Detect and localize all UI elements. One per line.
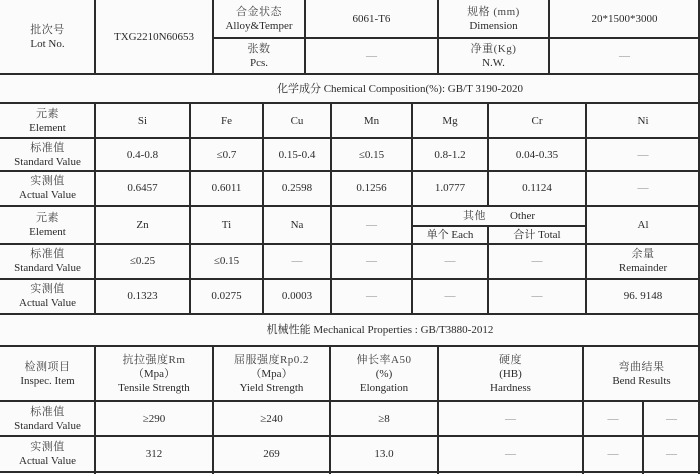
value: 0.6457 [127, 182, 158, 194]
standard-bend-1 [583, 402, 643, 436]
value: 312 [145, 448, 163, 460]
pcs-label-cn: 张数 [247, 42, 271, 55]
mech-col-tensile [95, 347, 213, 400]
element-mn [331, 104, 412, 138]
pcs-label [213, 38, 305, 73]
element-cu [263, 104, 331, 138]
actual-en: Actual Value [19, 189, 76, 201]
col-unit: （Mpa） [250, 367, 293, 380]
standard-elongation [330, 402, 438, 436]
value: 1.0777 [434, 182, 466, 194]
element-en: Element [29, 226, 66, 238]
other-cn: 其他 [462, 210, 486, 222]
standard-yield [213, 402, 330, 436]
other-en: Other [509, 210, 536, 222]
actual-cr [488, 171, 586, 205]
col-unit: (%) [375, 367, 393, 380]
chemical-title-text: 化学成分 Chemical Composition(%): GB/T 3190-2020 [276, 82, 524, 95]
actual-yield [213, 437, 330, 471]
actual-bend-2 [643, 437, 700, 471]
nw-label-cn: 净重(Kg) [470, 42, 517, 55]
standard-ti [190, 243, 263, 278]
value: — [607, 448, 619, 460]
lot-no-text: TXG2210N60653 [113, 30, 195, 43]
value: — [444, 254, 456, 267]
actual-cu [263, 171, 331, 205]
standard-al [586, 243, 700, 278]
value: ≤0.25 [129, 254, 156, 267]
alloy-text: 6061-T6 [352, 13, 391, 25]
col-en: Elongation [359, 381, 409, 394]
actual-si [95, 171, 190, 205]
alloy-value [305, 0, 438, 38]
dimension-text: 20*1500*3000 [591, 13, 658, 25]
actual-each [412, 278, 488, 313]
standard-cu [263, 138, 331, 171]
element-name: Si [137, 115, 148, 127]
element-ni [586, 104, 700, 138]
actual-blank [331, 278, 412, 313]
nw-value [549, 38, 700, 73]
standard-fe [190, 138, 263, 171]
value: — [505, 413, 516, 425]
element-mg [412, 104, 488, 138]
element-en: Element [29, 122, 66, 134]
chem-row-standard [0, 138, 95, 171]
dimension-label [438, 0, 549, 38]
value: — [291, 254, 303, 267]
value: 13.0 [374, 448, 394, 460]
col-en: Bend Results [612, 374, 671, 387]
value: ≤0.7 [216, 148, 237, 161]
value: — [666, 413, 677, 425]
element-si [95, 104, 190, 138]
element-name: Ni [637, 115, 649, 127]
value: — [637, 148, 649, 161]
element-name: Cu [290, 115, 304, 127]
element-zn [95, 207, 190, 243]
actual-mg [412, 171, 488, 205]
col-cn: 检测项目 [24, 360, 71, 373]
actual-tensile [95, 437, 213, 471]
value: — [607, 413, 619, 425]
value: 0.4-0.8 [126, 148, 159, 161]
nw-label [438, 38, 549, 73]
element-blank [331, 207, 412, 243]
value: 269 [263, 448, 280, 460]
standard-en: Standard Value [14, 261, 81, 274]
value: ≤0.15 [358, 148, 385, 161]
value: — [366, 254, 377, 267]
element-name: — [366, 219, 377, 231]
actual-fe [190, 171, 263, 205]
value: ≥8 [378, 413, 390, 425]
chem-row-element [0, 104, 95, 138]
actual-al [586, 278, 700, 313]
standard-mg [412, 138, 488, 171]
standard-zn [95, 243, 190, 278]
actual-cn: 实测值 [30, 282, 65, 295]
standard-en: Standard Value [14, 155, 81, 168]
col-en: Yield Strength [239, 381, 304, 394]
dimension-value [549, 0, 700, 38]
value: — [505, 448, 516, 460]
element-name: Zn [136, 219, 149, 231]
value: 0.1124 [522, 182, 552, 194]
standard-si [95, 138, 190, 171]
value: 96. 9148 [623, 289, 663, 302]
value: 0.8-1.2 [434, 148, 466, 161]
value: — [531, 289, 543, 302]
element-cr [488, 104, 586, 138]
standard-cr [488, 138, 586, 171]
col-en: Hardness [490, 381, 531, 394]
element-cn: 元素 [36, 212, 59, 224]
element-na [263, 207, 331, 243]
element-name: Al [637, 219, 649, 231]
lot-no-value [95, 0, 213, 73]
element-name: Cr [531, 115, 543, 127]
pcs-label-en: Pcs. [249, 56, 269, 69]
col-cn: 弯曲结果 [618, 360, 665, 373]
mech-col-hardness [438, 347, 583, 400]
element-name: Na [290, 219, 304, 231]
element-fe [190, 104, 263, 138]
actual-elongation [330, 437, 438, 471]
lot-no-label [0, 0, 95, 73]
standard-bend-2 [643, 402, 700, 436]
actual-en: Actual Value [19, 455, 76, 467]
mech-col-yield [213, 347, 330, 400]
value: — [637, 182, 649, 194]
value: 0.0275 [211, 289, 242, 302]
other-header [412, 207, 586, 225]
standard-na [263, 243, 331, 278]
chem2-row-standard [0, 243, 95, 278]
standard-tensile [95, 402, 213, 436]
nw-label-en: N.W. [482, 56, 505, 69]
dimension-label-en: Dimension [469, 20, 518, 32]
col-cn: 伸长率A50 [356, 353, 412, 366]
other-each [412, 226, 488, 243]
col-unit: (HB) [499, 367, 522, 380]
value: — [366, 289, 377, 302]
other-total [488, 226, 586, 243]
actual-mn [331, 171, 412, 205]
standard-cn: 标准值 [30, 247, 65, 260]
standard-cn: 标准值 [30, 406, 65, 418]
value: 0.2598 [281, 182, 313, 194]
col-en: Tensile Strength [118, 381, 190, 394]
standard-hardness [438, 402, 583, 436]
mechanical-title-text: 机械性能 Mechanical Properties : GB/T3880-2012 [266, 324, 494, 336]
mech-row-actual [0, 437, 95, 471]
col-en: Inspec. Item [20, 374, 75, 387]
value: 0.1256 [356, 182, 387, 194]
element-al [586, 207, 700, 243]
value: 0.1323 [127, 289, 158, 302]
col-cn: 硬度 [499, 353, 522, 366]
value: ≥290 [142, 413, 166, 425]
alloy-label [213, 0, 305, 38]
col-unit: （Mpa） [132, 367, 176, 380]
standard-cn: 标准值 [30, 141, 65, 154]
standard-mn [331, 138, 412, 171]
standard-en: Standard Value [14, 420, 81, 432]
col-cn: 抗拉强度Rm [122, 353, 186, 366]
actual-cn: 实测值 [30, 175, 65, 187]
remainder-en: Remainder [618, 261, 668, 274]
actual-zn [95, 278, 190, 313]
lot-no-label-en: Lot No. [30, 37, 65, 50]
chem2-row-actual [0, 278, 95, 313]
mech-col-elongation [330, 347, 438, 400]
actual-hardness [438, 437, 583, 471]
actual-ni [586, 171, 700, 205]
standard-ni [586, 138, 700, 171]
element-name: Ti [221, 219, 232, 231]
alloy-label-en: Alloy&Temper [225, 20, 293, 32]
element-name: Fe [221, 115, 232, 127]
each-label: 单个 Each [426, 228, 474, 241]
mech-col-item [0, 347, 95, 400]
value: — [444, 289, 456, 302]
value: 0.6011 [211, 182, 242, 194]
actual-en: Actual Value [19, 296, 76, 309]
element-cn: 元素 [36, 108, 59, 120]
lot-no-label-cn: 批次号 [30, 23, 65, 36]
standard-each [412, 243, 488, 278]
standard-total [488, 243, 586, 278]
chemical-section-title [0, 75, 700, 102]
mech-row-standard [0, 402, 95, 436]
remainder-cn: 余量 [631, 247, 655, 260]
mechanical-section-title [0, 315, 700, 345]
value: ≤0.15 [213, 254, 240, 267]
chem2-row-element [0, 207, 95, 243]
actual-total [488, 278, 586, 313]
element-name: Mn [363, 115, 380, 127]
value: — [531, 254, 543, 267]
value: ≥240 [260, 413, 283, 425]
pcs-text: — [366, 49, 377, 62]
nw-text: — [619, 49, 630, 62]
value: 0.15-0.4 [278, 148, 316, 161]
actual-cn: 实测值 [30, 441, 65, 453]
element-name: Mg [442, 115, 458, 127]
pcs-value [305, 38, 438, 73]
alloy-label-cn: 合金状态 [236, 6, 282, 18]
standard-blank [331, 243, 412, 278]
chem-row-actual [0, 171, 95, 205]
value: — [666, 448, 677, 460]
actual-ti [190, 278, 263, 313]
dimension-label-cn: 规格 (mm) [467, 6, 520, 18]
actual-bend-1 [583, 437, 643, 471]
actual-na [263, 278, 331, 313]
col-cn: 屈服强度Rp0.2 [233, 353, 310, 366]
mech-col-bend [583, 347, 700, 400]
value: 0.04-0.35 [515, 148, 559, 161]
total-label: 合计 Total [513, 228, 561, 241]
value: 0.0003 [281, 289, 313, 302]
element-ti [190, 207, 263, 243]
